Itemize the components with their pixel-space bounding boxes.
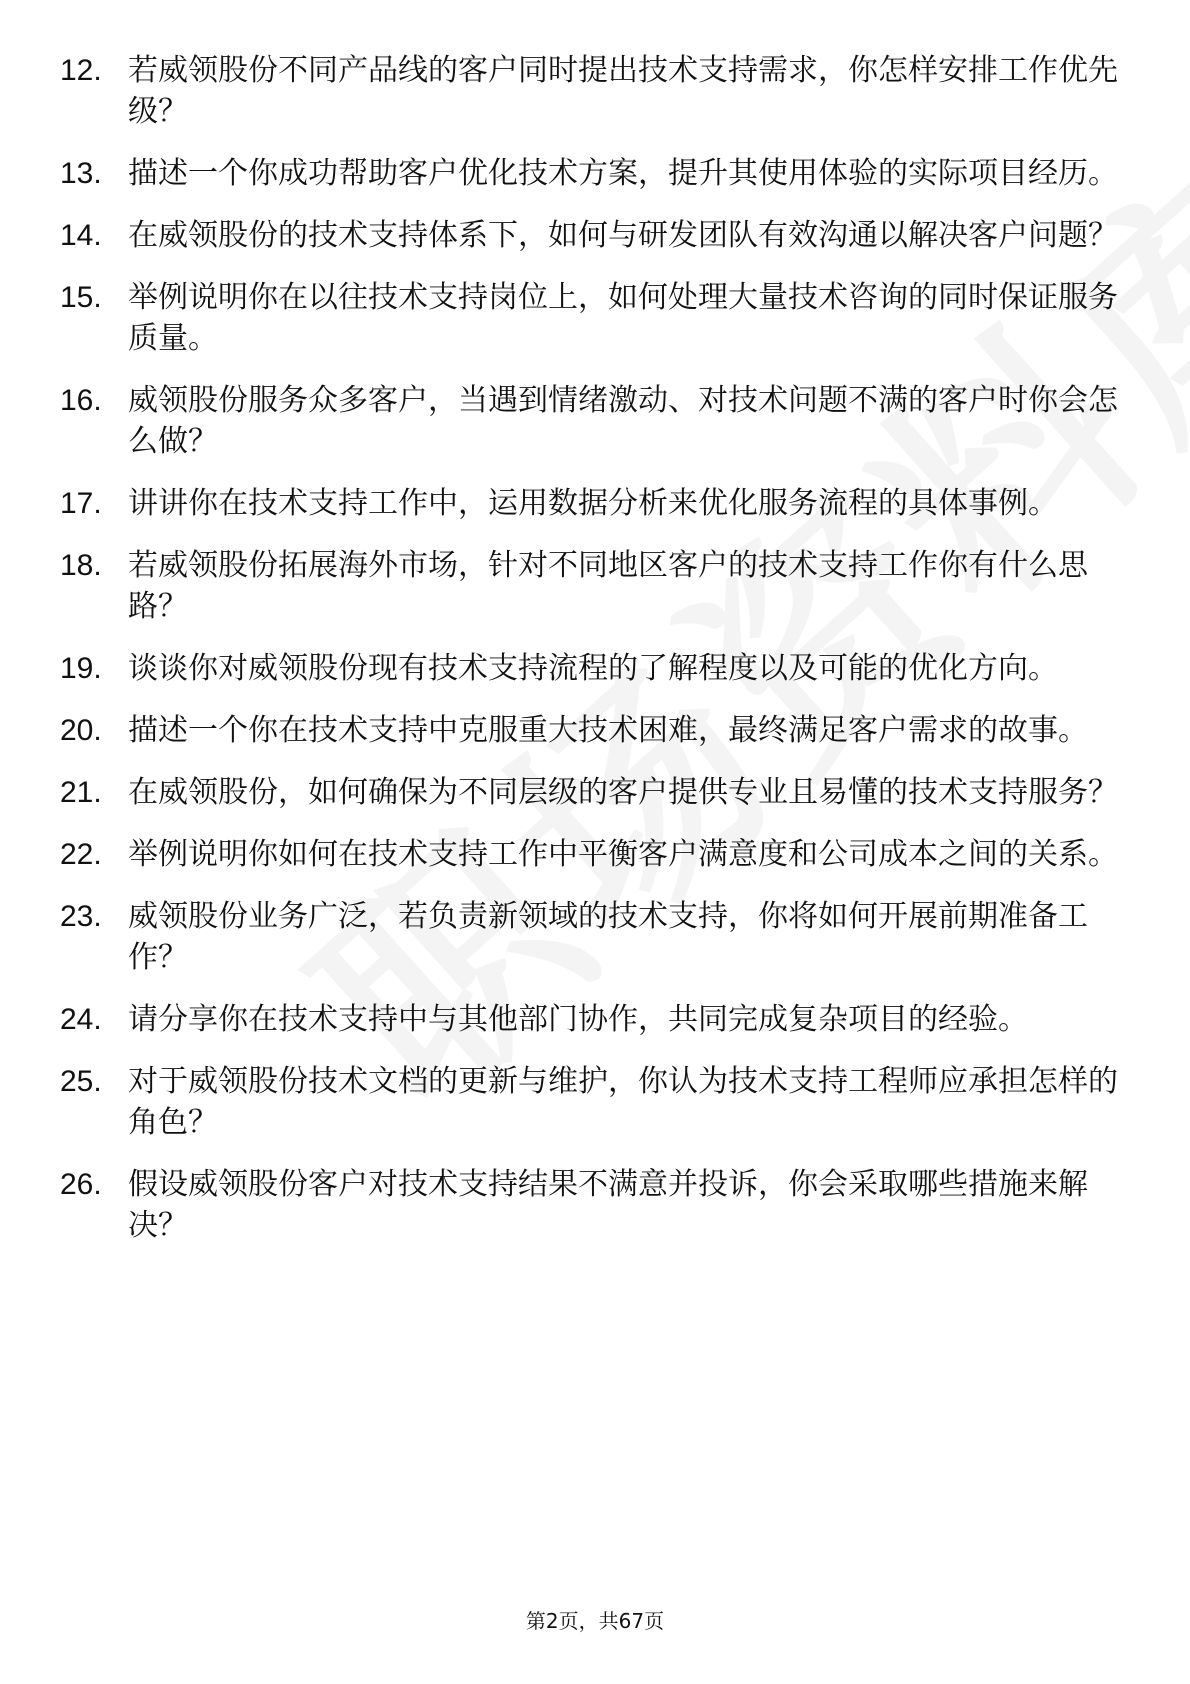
- list-item: [60, 834, 1130, 875]
- question-number: 17.: [60, 487, 102, 520]
- question-number: 13.: [60, 157, 102, 190]
- list-item: [60, 710, 1130, 751]
- question-number: 15.: [60, 281, 102, 314]
- question-text: 若威领股份不同产品线的客户同时提出技术支持需求，你怎样安排工作优先级？: [128, 53, 1118, 129]
- list-item: [60, 896, 1130, 978]
- question-list: [60, 50, 1130, 1267]
- question-number: 25.: [60, 1065, 102, 1098]
- question-text: 讲讲你在技术支持工作中，运用数据分析来优化服务流程的具体事例。: [128, 486, 1058, 521]
- question-number: 14.: [60, 219, 102, 252]
- list-item: [60, 545, 1130, 627]
- question-text: 威领股份业务广泛，若负责新领域的技术支持，你将如何开展前期准备工作？: [128, 899, 1088, 975]
- list-item: [60, 1164, 1130, 1246]
- question-text: 对于威领股份技术文档的更新与维护，你认为技术支持工程师应承担怎样的角色？: [128, 1064, 1118, 1140]
- question-number: 20.: [60, 714, 102, 747]
- question-number: 21.: [60, 776, 102, 809]
- question-text: 若威领股份拓展海外市场，针对不同地区客户的技术支持工作你有什么思路？: [128, 548, 1088, 624]
- question-text: 举例说明你如何在技术支持工作中平衡客户满意度和公司成本之间的关系。: [128, 837, 1118, 872]
- question-text: 在威领股份，如何确保为不同层级的客户提供专业且易懂的技术支持服务？: [128, 775, 1118, 810]
- question-number: 16.: [60, 384, 102, 417]
- question-text: 威领股份服务众多客户，当遇到情绪激动、对技术问题不满的客户时你会怎么做？: [128, 383, 1118, 459]
- question-number: 18.: [60, 549, 102, 582]
- question-number: 23.: [60, 900, 102, 933]
- question-number: 24.: [60, 1003, 102, 1036]
- question-text: 描述一个你在技术支持中克服重大技术困难，最终满足客户需求的故事。: [128, 713, 1088, 748]
- list-item: [60, 380, 1130, 462]
- question-text: 假设威领股份客户对技术支持结果不满意并投诉，你会采取哪些措施来解决？: [128, 1167, 1088, 1243]
- question-text: 描述一个你成功帮助客户优化技术方案，提升其使用体验的实际项目经历。: [128, 156, 1118, 191]
- question-number: 22.: [60, 838, 102, 871]
- list-item: [60, 153, 1130, 194]
- question-text: 举例说明你在以往技术支持岗位上，如何处理大量技术咨询的同时保证服务质量。: [128, 280, 1118, 356]
- list-item: [60, 999, 1130, 1040]
- question-text: 在威领股份的技术支持体系下，如何与研发团队有效沟通以解决客户问题？: [128, 218, 1118, 253]
- list-item: [60, 483, 1130, 524]
- list-item: [60, 772, 1130, 813]
- list-item: [60, 50, 1130, 132]
- list-item: [60, 1061, 1130, 1143]
- question-text: 请分享你在技术支持中与其他部门协作，共同完成复杂项目的经验。: [128, 1002, 1028, 1037]
- list-item: [60, 215, 1130, 256]
- question-number: 26.: [60, 1168, 102, 1201]
- question-number: 19.: [60, 652, 102, 685]
- list-item: [60, 648, 1130, 689]
- list-item: [60, 277, 1130, 359]
- question-text: 谈谈你对威领股份现有技术支持流程的了解程度以及可能的优化方向。: [128, 651, 1058, 686]
- question-number: 12.: [60, 54, 102, 87]
- page-footer: 第2页，共67页: [525, 1609, 665, 1633]
